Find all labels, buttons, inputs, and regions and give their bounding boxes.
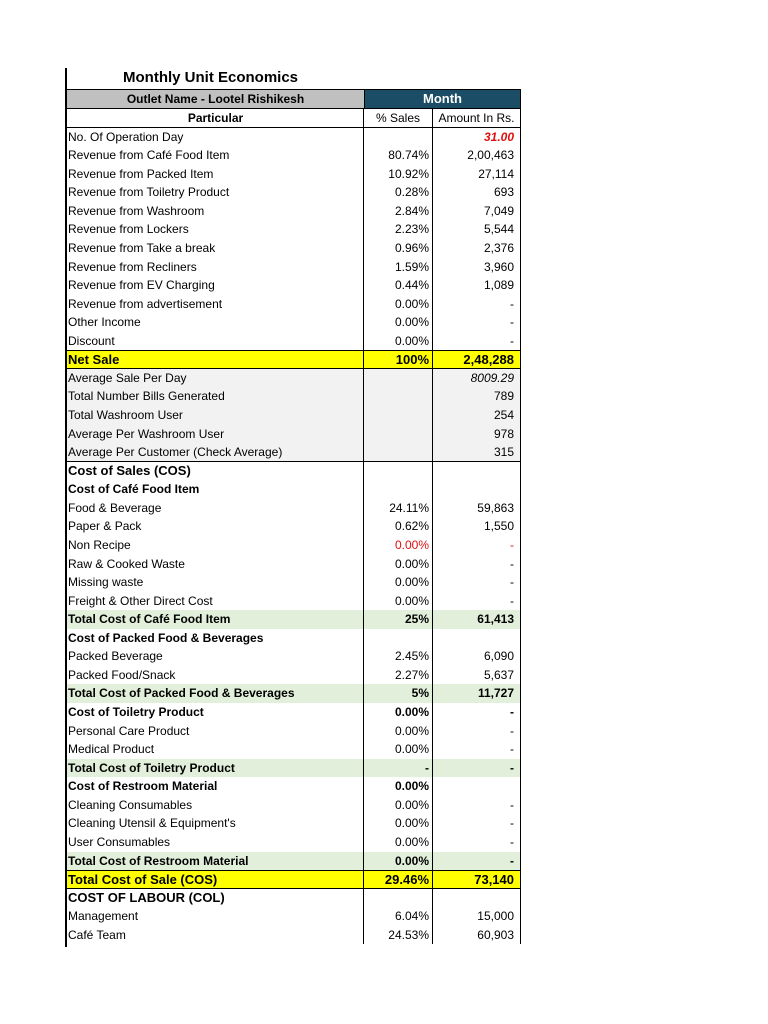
table-row <box>66 814 521 833</box>
row-sales-pct-cell[interactable]: 0.00% <box>363 703 433 722</box>
row-sales-pct-cell[interactable]: 0.62% <box>363 517 433 536</box>
row-amount-cell[interactable]: 1,550 <box>483 519 514 534</box>
table-row <box>66 833 521 852</box>
row-label-cell[interactable]: Personal Care Product <box>68 723 190 738</box>
table-row <box>66 146 521 165</box>
table-row <box>66 759 521 778</box>
row-sales-pct-cell[interactable]: 2.45% <box>363 647 433 666</box>
table-body <box>66 128 521 945</box>
row-sales-pct-cell[interactable]: 0.00% <box>363 722 433 741</box>
row-sales-pct-cell[interactable]: 2.23% <box>363 220 433 239</box>
table-row <box>66 406 521 425</box>
row-sales-pct-cell[interactable]: 25% <box>363 610 433 629</box>
row-amount-cell[interactable]: - <box>510 834 514 849</box>
row-amount-cell[interactable] <box>433 480 520 499</box>
row-sales-pct-cell[interactable]: 0.00% <box>363 592 433 611</box>
table-row <box>66 907 521 926</box>
table-row <box>66 313 521 332</box>
table-row <box>66 165 521 184</box>
row-label-cell[interactable]: Revenue from Toiletry Product <box>68 185 230 200</box>
table-row <box>66 202 521 221</box>
table-row <box>66 517 521 536</box>
row-sales-pct-cell[interactable]: 0.00% <box>363 332 433 351</box>
row-amount-cell[interactable]: - <box>510 593 514 608</box>
month-header-cell[interactable]: Month <box>365 90 520 108</box>
row-sales-pct-cell[interactable]: 0.96% <box>363 239 433 258</box>
row-label-cell[interactable]: Packed Food/Snack <box>68 667 176 682</box>
row-sales-pct-cell[interactable] <box>363 889 433 908</box>
col-sales-header[interactable]: % Sales <box>363 109 433 127</box>
row-label-cell[interactable]: Revenue from Washroom <box>68 203 205 218</box>
table-row <box>66 852 521 871</box>
table-row <box>66 777 521 796</box>
row-label-cell[interactable]: Total Cost of Café Food Item <box>68 612 231 627</box>
row-sales-pct-cell[interactable] <box>363 369 433 388</box>
row-sales-pct-cell[interactable]: 0.00% <box>363 796 433 815</box>
row-label-cell[interactable]: Net Sale <box>68 352 120 368</box>
row-amount-cell[interactable]: 693 <box>493 185 514 200</box>
row-amount-cell[interactable]: 3,960 <box>483 259 514 274</box>
row-amount-cell[interactable]: 315 <box>493 445 514 460</box>
row-amount-cell[interactable]: 254 <box>493 408 514 422</box>
row-label-cell[interactable]: Average Per Washroom User <box>68 426 225 441</box>
row-amount-cell[interactable]: 73,140 <box>474 872 514 888</box>
row-sales-pct-cell[interactable]: 0.00% <box>363 814 433 833</box>
row-sales-pct-cell[interactable]: 1.59% <box>363 258 433 277</box>
row-sales-pct-cell[interactable]: 0.00% <box>363 313 433 332</box>
row-sales-pct-cell[interactable]: 10.92% <box>363 165 433 184</box>
row-amount-cell[interactable]: - <box>510 556 514 571</box>
table-row <box>66 666 521 685</box>
row-label-cell[interactable]: Missing waste <box>68 575 144 590</box>
row-label-cell[interactable]: Cost of Toiletry Product <box>68 705 204 719</box>
table-row <box>66 239 521 258</box>
row-sales-pct-cell[interactable]: 0.00% <box>363 833 433 852</box>
row-label-cell[interactable]: User Consumables <box>68 834 171 849</box>
row-amount-cell[interactable]: 2,376 <box>483 240 514 255</box>
table-row <box>66 592 521 611</box>
row-label-cell[interactable]: Other Income <box>68 315 141 330</box>
row-amount-cell[interactable]: - <box>510 705 514 719</box>
table-row <box>66 555 521 574</box>
row-amount-cell[interactable]: 15,000 <box>477 909 514 924</box>
row-label-cell[interactable]: Total Cost of Toiletry Product <box>68 760 235 775</box>
row-sales-pct-cell[interactable] <box>363 387 433 406</box>
row-label-cell[interactable]: Cost of Packed Food & Beverages <box>68 630 264 645</box>
table-row <box>66 387 521 406</box>
row-sales-pct-cell[interactable]: 0.00% <box>363 852 433 871</box>
table-row <box>66 443 521 462</box>
row-amount-cell[interactable]: - <box>510 797 514 812</box>
row-label-cell[interactable]: Total Cost of Restroom Material <box>68 853 249 868</box>
row-amount-cell[interactable]: 27,114 <box>478 166 514 181</box>
row-sales-pct-cell[interactable]: - <box>363 759 433 778</box>
table-row <box>66 462 521 481</box>
row-amount-cell[interactable]: 978 <box>493 426 514 441</box>
row-label-cell[interactable]: Total Cost of Sale (COS) <box>68 872 218 888</box>
table-row <box>66 128 521 147</box>
row-amount-cell[interactable] <box>433 629 520 648</box>
row-sales-pct-cell[interactable]: 80.74% <box>363 146 433 165</box>
row-label-cell[interactable]: Total Washroom User <box>68 408 183 422</box>
row-label-cell[interactable]: Revenue from Café Food Item <box>68 148 230 163</box>
row-amount-cell[interactable] <box>433 889 520 908</box>
row-amount-cell[interactable]: - <box>510 537 514 552</box>
row-sales-pct-cell[interactable] <box>363 443 433 461</box>
row-sales-pct-cell[interactable]: 24.53% <box>363 926 433 945</box>
row-sales-pct-cell[interactable]: 0.00% <box>363 740 433 759</box>
row-amount-cell[interactable] <box>433 777 520 796</box>
table-row <box>66 740 521 759</box>
row-sales-pct-cell[interactable] <box>363 480 433 499</box>
row-sales-pct-cell[interactable]: 2.84% <box>363 202 433 221</box>
table-row <box>66 369 521 388</box>
row-label-cell[interactable]: Total Cost of Packed Food & Beverages <box>68 686 295 701</box>
row-sales-pct-cell[interactable]: 0.00% <box>363 777 433 796</box>
row-label-cell[interactable]: Freight & Other Direct Cost <box>68 593 213 608</box>
row-label-cell[interactable]: Food & Beverage <box>68 500 162 515</box>
row-label-cell[interactable]: Revenue from Lockers <box>68 222 189 237</box>
row-label-cell[interactable]: Cost of Sales (COS) <box>68 462 191 478</box>
row-sales-pct-cell[interactable]: 6.04% <box>363 907 433 926</box>
row-label-cell[interactable]: Paper & Pack <box>68 519 142 534</box>
row-sales-pct-cell[interactable]: 29.46% <box>363 871 433 888</box>
row-sales-pct-cell[interactable]: 0.44% <box>363 276 433 295</box>
row-amount-cell[interactable]: 2,48,288 <box>463 352 514 368</box>
row-amount-cell[interactable]: 1,089 <box>483 278 514 293</box>
table-row <box>66 295 521 314</box>
row-sales-pct-cell[interactable] <box>363 425 433 444</box>
row-amount-cell[interactable]: 5,637 <box>483 667 514 682</box>
unit-economics-table <box>66 89 521 944</box>
table-row <box>66 499 521 518</box>
row-label-cell[interactable]: Cost of Restroom Material <box>68 779 218 794</box>
table-row <box>66 703 521 722</box>
row-sales-pct-cell[interactable]: 0.00% <box>363 555 433 574</box>
table-row <box>66 889 521 908</box>
row-amount-cell[interactable]: - <box>510 333 514 348</box>
row-label-cell[interactable]: Cleaning Utensil & Equipment's <box>68 816 236 831</box>
row-amount-cell[interactable]: 31.00 <box>483 129 514 144</box>
row-label-cell[interactable]: Discount <box>68 333 115 348</box>
row-label-cell[interactable]: Revenue from Take a break <box>68 240 216 255</box>
table-row <box>66 480 521 499</box>
row-label-cell[interactable]: Total Number Bills Generated <box>68 389 225 404</box>
row-amount-cell[interactable]: 60,903 <box>477 927 514 942</box>
row-label-cell[interactable]: Cleaning Consumables <box>68 797 193 812</box>
row-amount-cell[interactable]: 5,544 <box>483 222 514 237</box>
row-sales-pct-cell[interactable]: 24.11% <box>363 499 433 518</box>
col-particular-header[interactable]: Particular <box>187 111 244 125</box>
table-row <box>66 573 521 592</box>
row-amount-cell[interactable]: - <box>510 723 514 738</box>
table-header-top <box>66 89 521 109</box>
row-label-cell[interactable]: Average Sale Per Day <box>68 370 187 385</box>
row-label-cell[interactable]: COST OF LABOUR (COL) <box>68 889 225 905</box>
page-title: Monthly Unit Economics <box>123 69 299 86</box>
row-label-cell[interactable]: Average Per Customer (Check Average) <box>68 445 283 460</box>
row-sales-pct-cell[interactable]: 2.27% <box>363 666 433 685</box>
row-amount-cell[interactable]: - <box>510 575 514 590</box>
row-label-cell[interactable]: No. Of Operation Day <box>68 129 184 144</box>
row-amount-cell[interactable]: 789 <box>493 389 514 404</box>
table-row <box>66 926 521 945</box>
row-amount-cell[interactable]: - <box>510 296 514 311</box>
row-amount-cell[interactable]: - <box>510 315 514 330</box>
row-sales-pct-cell[interactable]: 0.00% <box>363 536 433 555</box>
row-sales-pct-cell[interactable]: 0.00% <box>363 295 433 314</box>
row-sales-pct-cell[interactable]: 0.28% <box>363 183 433 202</box>
row-label-cell[interactable]: Medical Product <box>68 742 155 757</box>
table-row <box>66 647 521 666</box>
table-row <box>66 332 521 351</box>
row-label-cell[interactable]: Café Team <box>68 927 126 942</box>
table-row <box>66 183 521 202</box>
row-label-cell[interactable]: Revenue from Recliners <box>68 259 197 274</box>
row-amount-cell[interactable]: 2,00,463 <box>467 148 514 163</box>
table-row <box>66 722 521 741</box>
row-sales-pct-cell[interactable]: 0.00% <box>363 573 433 592</box>
row-amount-cell[interactable]: - <box>510 742 514 757</box>
row-amount-cell[interactable]: - <box>510 853 514 868</box>
table-row <box>66 536 521 555</box>
table-row <box>66 220 521 239</box>
row-amount-cell[interactable]: - <box>510 816 514 831</box>
row-label-cell[interactable]: Management <box>68 909 139 924</box>
table-row <box>66 276 521 295</box>
table-row <box>66 629 521 648</box>
table-row <box>66 610 521 629</box>
table-row <box>66 796 521 815</box>
row-amount-cell[interactable]: 8009.29 <box>470 370 514 385</box>
table-row <box>66 870 521 889</box>
row-sales-pct-cell[interactable]: 5% <box>363 684 433 703</box>
row-amount-cell[interactable]: 11,727 <box>477 686 514 701</box>
row-amount-cell[interactable]: 61,413 <box>477 612 514 627</box>
table-row <box>66 425 521 444</box>
row-label-cell[interactable]: Revenue from EV Charging <box>68 278 215 293</box>
row-sales-pct-cell[interactable] <box>363 462 433 481</box>
table-row <box>66 684 521 703</box>
row-label-cell[interactable]: Cost of Café Food Item <box>68 482 200 497</box>
row-sales-pct-cell[interactable] <box>363 128 433 147</box>
row-sales-pct-cell[interactable] <box>363 406 433 425</box>
row-label-cell[interactable]: Revenue from Packed Item <box>68 166 214 181</box>
row-label-cell[interactable]: Non Recipe <box>68 537 131 552</box>
row-label-cell[interactable]: Raw & Cooked Waste <box>68 556 185 571</box>
table-row <box>66 350 521 369</box>
row-amount-cell[interactable]: 6,090 <box>483 649 514 664</box>
table-row <box>66 258 521 277</box>
row-amount-cell[interactable]: - <box>510 760 514 775</box>
row-amount-cell[interactable] <box>433 462 520 481</box>
outlet-name-cell[interactable]: Outlet Name - Lootel Rishikesh <box>67 90 365 108</box>
row-amount-cell[interactable]: 7,049 <box>483 203 514 218</box>
row-sales-pct-cell[interactable]: 100% <box>363 351 433 368</box>
col-amount-header[interactable]: Amount In Rs. <box>438 111 515 125</box>
row-amount-cell[interactable]: 59,863 <box>477 500 514 515</box>
row-label-cell[interactable]: Packed Beverage <box>68 649 163 664</box>
row-label-cell[interactable]: Revenue from advertisement <box>68 296 223 311</box>
column-header-row <box>66 109 521 128</box>
row-sales-pct-cell[interactable] <box>363 629 433 648</box>
